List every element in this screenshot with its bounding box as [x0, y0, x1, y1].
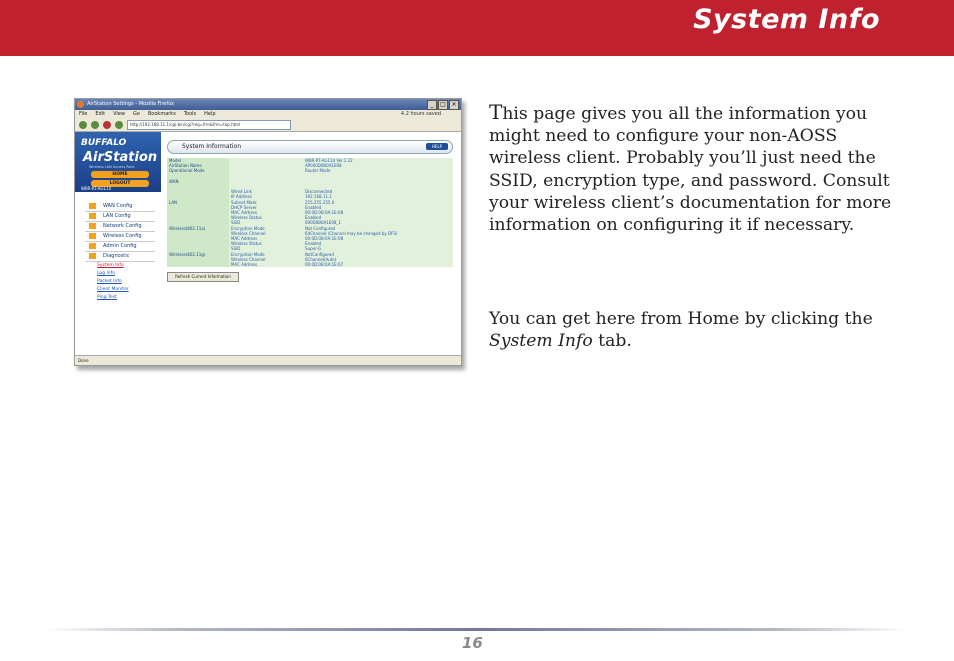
row-section: Wireless(802.11a): [167, 226, 229, 231]
panel-title: [167, 140, 453, 154]
stop-icon: [103, 121, 111, 129]
nav-text-b: tab.: [592, 331, 632, 352]
nav-text-em: System Info: [489, 331, 593, 352]
menu-edit: Edit: [95, 111, 106, 117]
row-field: Wireless Channel: [229, 231, 303, 236]
row-field: MAC Address: [229, 210, 303, 215]
row-section: [167, 262, 229, 267]
row-value: AP000D0B0A1E08: [303, 163, 453, 168]
nav-text-a: You can get here from Home by clicking the: [489, 309, 873, 329]
menu-go: Go: [132, 111, 140, 117]
system-info-table: [167, 158, 453, 267]
row-value: Not Configured: [303, 226, 453, 231]
browser-status-right: 4.2 hours saved: [400, 111, 441, 117]
row-value: 192.168.11.1: [303, 194, 453, 199]
submenu-log-info: Log Info: [97, 271, 115, 276]
row-value: Router Mode: [303, 168, 453, 173]
footer-rule: [46, 628, 908, 631]
menu-item-lan-config: LAN Config: [85, 212, 155, 222]
row-value: Disconnected: [303, 189, 453, 194]
row-field: SSID: [229, 220, 303, 225]
panel-title-text: System Information: [182, 143, 242, 150]
submenu-ping-test: Ping Test: [97, 295, 117, 300]
navigation-paragraph: [489, 308, 899, 352]
row-value: 00:0D:0B:0A:1E:08: [303, 210, 453, 215]
row-value: 00:0D:0B:0A:1E:07: [303, 262, 453, 267]
help-button: HELP: [426, 143, 448, 150]
brand-logo: BUFFALO: [81, 138, 127, 148]
row-field: Encryption Mode: [229, 252, 303, 257]
row-field: Wired Link: [229, 189, 303, 194]
home-icon: [115, 121, 123, 129]
intro-paragraph: [489, 101, 899, 236]
logout-button: LOGOUT: [91, 180, 149, 187]
url-field: http://192.168.11.1/cgi-bin/cgi?req=frm&frm=top.html: [127, 120, 291, 130]
row-value: Enabled: [303, 241, 453, 246]
product-subtitle: Wireless LAN Access Point: [89, 165, 135, 169]
row-value: Enabled: [303, 205, 453, 210]
submenu-system-info: System Info: [97, 263, 124, 268]
browser-navbar: [75, 118, 461, 132]
row-value: 000D0B0A1E08_1: [303, 220, 453, 225]
menu-item-wan-config: WAN Config: [85, 202, 155, 212]
page-number: 16: [462, 634, 483, 652]
browser-statusbar: Done: [75, 355, 461, 365]
row-value: 00:0D:0B:0A:1E:08: [303, 236, 453, 241]
row-field: Wireless Status: [229, 241, 303, 246]
row-section: WAN: [167, 179, 229, 184]
system-info-panel: [167, 140, 453, 356]
product-logo: AirStation: [83, 150, 158, 165]
header-banner: [0, 0, 954, 56]
browser-titlebar: [75, 99, 461, 110]
airstation-sidebar: [75, 132, 161, 356]
row-section: Model: [167, 158, 229, 163]
home-button: HOME: [91, 171, 149, 178]
row-section: LAN: [167, 200, 229, 205]
refresh-button: Refresh Current Information: [167, 272, 239, 282]
row-value: 255.255.255.0: [303, 200, 453, 205]
close-icon: ×: [449, 100, 459, 110]
row-value: NotConfigured: [303, 252, 453, 257]
row-field: DHCP Server: [229, 205, 303, 210]
row-field: Subnet Mask: [229, 200, 303, 205]
menu-help: Help: [204, 111, 216, 117]
row-value: Super-G: [303, 246, 453, 251]
menu-view: View: [113, 111, 125, 117]
back-icon: [79, 121, 87, 129]
row-section: Wireless(802.11g): [167, 252, 229, 257]
submenu-packet-info: Packet Info: [97, 279, 122, 284]
menu-tools: Tools: [183, 111, 197, 117]
menu-bookmarks: Bookmarks: [147, 111, 176, 117]
menu-item-network-config: Network Config: [85, 222, 155, 232]
maximize-icon: □: [438, 100, 448, 110]
menu-file: File: [79, 111, 88, 117]
row-section: AirStation Name: [167, 163, 229, 168]
row-value: 64Channel (Channel may be changed by DFS): [303, 231, 453, 236]
row-value: WBR-RT-AG114 Ver.1.22: [303, 158, 453, 163]
row-field: Wireless Status: [229, 215, 303, 220]
row-value: 6Channel(Auto): [303, 257, 453, 262]
row-value: Enabled: [303, 215, 453, 220]
airstation-menu: [85, 202, 155, 302]
airstation-logo: [75, 132, 161, 192]
page-title: System Info: [693, 4, 880, 35]
row-field: Encryption Mode: [229, 226, 303, 231]
model-label: WBR-RT-AG114: [81, 186, 112, 191]
drop-letter: T: [489, 100, 503, 124]
minimize-icon: _: [427, 100, 437, 110]
row-field: MAC Address: [229, 262, 303, 267]
forward-icon: [91, 121, 99, 129]
browser-window-title: AirStation Settings - Mozilla Firefox: [87, 101, 175, 107]
firefox-icon: [77, 101, 84, 108]
browser-menubar: [75, 110, 461, 118]
menu-item-admin-config: Admin Config: [85, 242, 155, 252]
menu-item-wireless-config: Wireless Config: [85, 232, 155, 242]
row-field: SSID: [229, 246, 303, 251]
row-field: IP Address: [229, 194, 303, 199]
screenshot-image: [74, 98, 462, 366]
table-row: [167, 262, 453, 267]
submenu-client-monitor: Client Monitor: [97, 287, 129, 292]
row-field: MAC Address: [229, 236, 303, 241]
row-field: Wireless Channel: [229, 257, 303, 262]
browser-content: [75, 132, 461, 356]
row-section: Operational Mode: [167, 168, 229, 173]
window-controls: [427, 100, 459, 110]
intro-text: his page gives you all the information you might need to configure your non-AOSS wireless client. Probably you’ll just need the SSID, encryption type, and password. Consult your wireless client’s documentation for more information on configuring it if necessary.: [489, 104, 892, 236]
menu-item-diagnostic: Diagnostic: [85, 252, 155, 262]
